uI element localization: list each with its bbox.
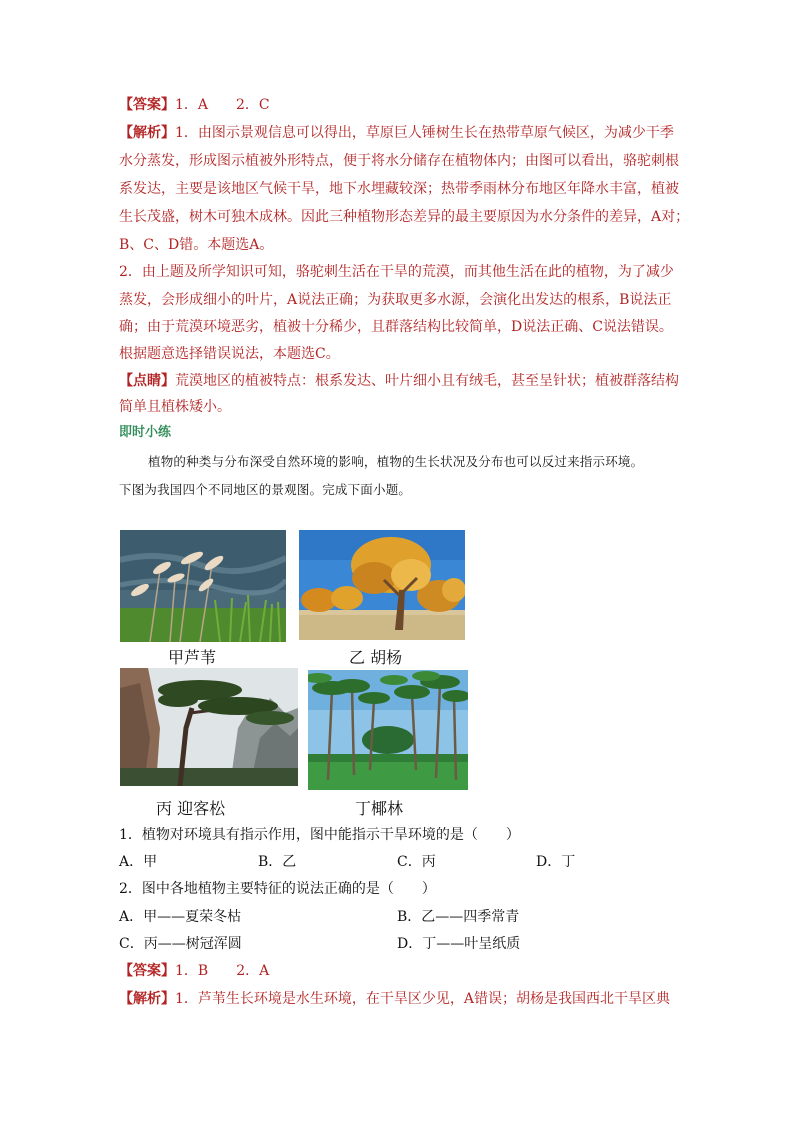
analysis-line: 水分蒸发，形成图示植被外形特点，便于将水分储存在植物体内；由图可以看出，骆驼刺根 [119, 153, 679, 169]
dianjing-line: 简单且植株矮小。 [119, 399, 231, 415]
q2-option-a: A．甲——夏荣冬枯 [119, 909, 242, 925]
analysis-line: B、C、D错。本题选A。 [119, 237, 274, 253]
analysis-line: 系发达，主要是该地区气候干旱，地下水埋藏较深；热带季雨林分布地区年降水丰富，植被 [119, 181, 679, 197]
q1-option-a: A．甲 [119, 854, 158, 870]
q2-option-c: C．丙——树冠浑圆 [119, 936, 242, 952]
pine-photo [120, 668, 298, 786]
answer-line [119, 962, 689, 980]
question-1-stem: 1．植物对环境具有指示作用，图中能指示干旱环境的是（ ） [119, 827, 520, 843]
q1-option-b: B．乙 [258, 854, 297, 870]
coconut-photo [308, 670, 468, 790]
reed-photo [120, 530, 286, 642]
answer-text: 1．B 2．A [175, 963, 270, 979]
answer-tag: 【答案】 [119, 963, 175, 979]
analysis-line: 2．由上题及所学知识可知，骆驼刺生活在干旱的荒漠，而其他生活在此的植物，为了减少 [119, 264, 674, 280]
analysis-line: 确；由于荒漠环境恶劣，植被十分稀少，且群落结构比较简单，D说法正确、C说法错误。 [119, 319, 673, 335]
analysis-line: 生长茂盛，树木可独木成林。因此三种植物形态差异的最主要原因为水分条件的差异，A对； [119, 209, 690, 225]
dianjing-line [119, 372, 689, 390]
question-2-stem: 2．图中各地植物主要特征的说法正确的是（ ） [119, 881, 436, 897]
section-title: 即时小练 [119, 425, 172, 440]
answer-tag: 【答案】 [119, 97, 175, 113]
answer-text: 1．A 2．C [175, 97, 270, 113]
populus-photo [299, 530, 465, 640]
analysis-text: 1．芦苇生长环境是水生环境，在干旱区少见，A错误；胡杨是我国西北干旱区典 [175, 991, 671, 1007]
photo-caption-yi: 乙 胡杨 [349, 648, 403, 667]
dianjing-tag: 【点睛】 [119, 373, 175, 389]
analysis-tag: 【解析】 [119, 125, 175, 141]
photo-caption-jia: 甲芦苇 [168, 648, 217, 667]
q2-option-b: B．乙——四季常青 [397, 909, 520, 925]
q2-option-d: D．丁——叶呈纸质 [397, 936, 521, 952]
intro-line: 下图为我国四个不同地区的景观图。完成下面小题。 [119, 482, 412, 497]
analysis-tag: 【解析】 [119, 991, 175, 1007]
dianjing-text: 荒漠地区的植被特点：根系发达、叶片细小且有绒毛，甚至呈针状；植被群落结构 [175, 373, 679, 389]
q1-option-d: D．丁 [536, 854, 576, 870]
analysis-line [119, 990, 689, 1008]
analysis-line [119, 124, 689, 142]
analysis-text: 1．由图示景观信息可以得出，草原巨人锤树生长在热带草原气候区，为减少干季 [175, 125, 674, 141]
analysis-line: 根据题意选择错误说法，本题选C。 [119, 346, 340, 362]
q1-option-c: C．丙 [397, 854, 436, 870]
analysis-line: 蒸发，会形成细小的叶片，A说法正确；为获取更多水源，会演化出发达的根系，B说法正 [119, 292, 672, 308]
answer-line [119, 96, 689, 114]
photo-caption-bing: 丙 迎客松 [156, 799, 226, 818]
intro-line: 植物的种类与分布深受自然环境的影响，植物的生长状况及分布也可以反过来指示环境。 [148, 454, 644, 469]
photo-caption-ding: 丁椰林 [355, 799, 404, 818]
